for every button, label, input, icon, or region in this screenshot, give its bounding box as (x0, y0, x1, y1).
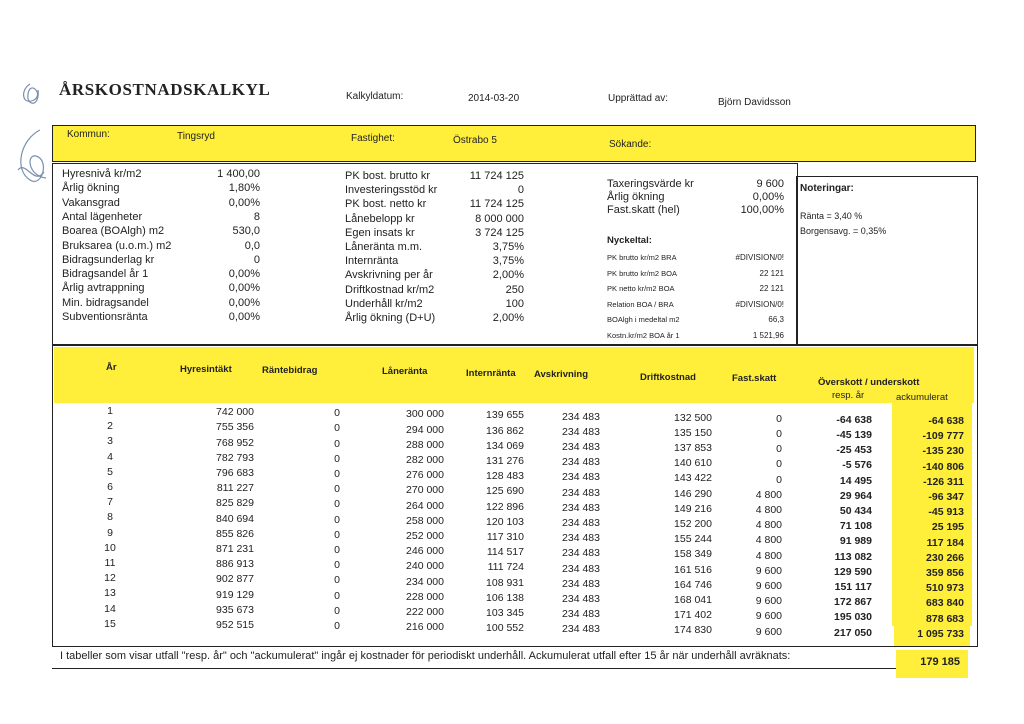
col-fastskatt: Fast.skatt (732, 373, 777, 384)
table-cell: 234 483 (562, 592, 600, 605)
table-cell: 91 989 (839, 535, 872, 548)
mid-param-label: Låneränta m.m. (345, 241, 423, 253)
upprattad-label: Upprättad av: (608, 93, 669, 104)
table-cell: 234 483 (562, 471, 600, 484)
table-cell: -45 139 (836, 429, 872, 441)
table-cell: 0 (334, 422, 340, 435)
param-value: 1,80% (228, 182, 260, 195)
table-cell: 0 (334, 407, 340, 420)
fastighet-value: Östrabo 5 (453, 135, 497, 146)
table-cell: 755 356 (216, 421, 254, 434)
table-cell: 3 (107, 435, 113, 448)
nyckeltal-label-item: PK netto kr/m2 BOA (607, 284, 675, 294)
table-cell: 114 517 (486, 546, 524, 559)
param-value: 0,00% (228, 296, 260, 309)
table-cell: 234 483 (562, 623, 600, 636)
table-cell: 151 117 (834, 581, 872, 593)
mid-param-label: Egen insats kr (345, 226, 415, 239)
table-cell: 172 867 (834, 596, 872, 609)
table-cell: 234 483 (562, 547, 600, 560)
table-cell: 15 (104, 617, 116, 630)
table-cell: 11 (104, 557, 116, 569)
table-cell: 132 500 (674, 411, 712, 424)
param-value: 0 (253, 253, 260, 266)
table-cell: 246 000 (406, 545, 444, 558)
table-cell: 0 (334, 544, 340, 556)
col-laneranta: Låneränta (382, 366, 428, 377)
col-hyresintakt: Hyresintäkt (180, 364, 232, 375)
table-cell: 0 (776, 443, 782, 456)
table-cell: 155 244 (674, 533, 712, 546)
col-internranta: Internränta (466, 368, 516, 379)
table-cell: 0 (776, 427, 782, 440)
table-cell: 294 000 (406, 423, 444, 436)
table-cell: 0 (776, 473, 782, 486)
nyckeltal-value: #DIVISION/0! (735, 253, 784, 262)
mid-param-label: Investeringsstöd kr (345, 184, 438, 197)
table-cell: -96 347 (928, 490, 964, 503)
table-cell: 113 082 (834, 550, 872, 563)
table-cell: 0 (334, 452, 340, 465)
nyckeltal-label-item: Kostn.kr/m2 BOA år 1 (607, 331, 680, 340)
table-cell: 9 600 (755, 610, 782, 623)
fastighet-label: Fastighet: (351, 133, 395, 144)
table-cell: 240 000 (406, 560, 444, 573)
nyckeltal-label-item: BOAlgh i medeltal m2 (607, 315, 680, 325)
table-cell: 234 483 (562, 516, 600, 529)
table-cell: 8 (107, 511, 113, 524)
tax-param-value: 100,00% (740, 204, 784, 216)
table-cell: 14 495 (839, 474, 872, 487)
table-cell: 136 862 (486, 424, 524, 437)
table-cell: 0 (776, 458, 782, 471)
table-cell: 0 (334, 437, 340, 450)
mid-param-label: PK bost. brutto kr (345, 170, 430, 182)
param-label: Hyresnivå kr/m2 (62, 168, 142, 180)
table-cell: 174 830 (674, 624, 712, 637)
table-cell: 117 310 (486, 531, 524, 543)
noteringar-box (796, 176, 978, 345)
table-cell: 135 150 (674, 426, 712, 439)
param-label: Min. bidragsandel (62, 296, 149, 309)
col-rantebidrag: Räntebidrag (262, 365, 318, 376)
table-cell: 103 345 (486, 607, 524, 619)
mid-param-value: 11 724 125 (469, 198, 524, 211)
mid-param-value: 8 000 000 (475, 212, 524, 225)
param-value: 0,00% (228, 268, 260, 281)
param-label: Subventionsränta (62, 311, 148, 323)
table-cell: 171 402 (674, 609, 712, 622)
table-cell: 288 000 (406, 438, 444, 451)
table-cell: 122 896 (486, 500, 524, 513)
param-label: Vakansgrad (62, 196, 120, 209)
kommun-value: Tingsryd (177, 131, 215, 142)
table-cell: 0 (334, 528, 340, 541)
param-label: Antal lägenheter (62, 210, 143, 223)
table-cell: 768 952 (216, 436, 254, 449)
mid-param-value: 3,75% (492, 255, 524, 268)
col-overskott: Överskott / underskott (818, 377, 920, 388)
kalkyldatum-value: 2014-03-20 (468, 93, 520, 104)
table-cell: 29 964 (839, 489, 872, 502)
table-cell: 234 483 (562, 410, 600, 423)
nyckeltal-value: 66,3 (768, 315, 784, 325)
table-cell: 158 349 (674, 548, 712, 561)
table-cell: 683 840 (926, 597, 964, 610)
table-cell: 4 800 (755, 549, 782, 562)
table-cell: 13 (104, 587, 116, 600)
table-cell: 234 483 (562, 608, 600, 621)
table-cell: 222 000 (406, 605, 444, 618)
table-cell: 108 931 (486, 576, 524, 589)
table-cell: 0 (334, 498, 340, 511)
param-value: 0,00% (228, 311, 260, 323)
mid-param-value: 11 724 125 (469, 170, 524, 182)
table-cell: 111 724 (487, 561, 524, 574)
table-cell: 0 (334, 483, 340, 496)
nyckeltal-value: 22 121 (759, 284, 784, 294)
mid-param-value: 3 724 125 (475, 226, 524, 239)
table-cell: 0 (334, 574, 340, 587)
table-cell: 9 600 (755, 564, 782, 577)
mid-param-value: 2,00% (492, 312, 524, 324)
mid-param-value: 2,00% (492, 269, 524, 282)
table-cell: 164 746 (674, 578, 712, 591)
tax-param-value: 0,00% (752, 191, 784, 203)
table-cell: 234 483 (562, 456, 600, 469)
table-cell: 782 793 (216, 451, 254, 464)
table-cell: 902 877 (216, 573, 254, 586)
table-cell: 228 000 (406, 590, 444, 603)
table-cell: 230 266 (926, 551, 964, 564)
table-cell: 234 483 (562, 577, 600, 590)
table-cell: 128 483 (486, 470, 524, 483)
table-cell: 137 853 (674, 442, 712, 454)
table-cell: 234 483 (562, 425, 600, 438)
table-cell: 811 227 (216, 482, 254, 495)
table-cell: 9 (107, 526, 113, 539)
tax-param-label: Årlig ökning (607, 191, 665, 203)
table-cell: -5 576 (842, 459, 872, 472)
table-cell: 840 694 (216, 512, 254, 525)
mid-param-label: Avskrivning per år (345, 269, 433, 282)
param-value: 1 400,00 (217, 168, 260, 180)
kalkyldatum-label: Kalkyldatum: (346, 91, 404, 102)
table-cell: 10 (104, 541, 116, 554)
table-cell: 100 552 (486, 622, 524, 635)
noteringar-label: Noteringar: (800, 183, 854, 194)
table-cell: 129 590 (834, 565, 872, 578)
param-label: Bruksarea (u.o.m.) m2 (62, 239, 172, 252)
param-label: Bidragsandel år 1 (62, 268, 149, 281)
table-cell: -140 806 (922, 460, 964, 473)
mid-param-value: 250 (505, 283, 524, 296)
mid-param-label: Underhåll kr/m2 (345, 297, 423, 310)
footer-value: 179 185 (920, 656, 960, 668)
table-cell: 71 108 (839, 520, 872, 533)
param-value: 0,00% (228, 196, 260, 209)
table-cell: 886 913 (216, 558, 254, 571)
table-cell: -45 913 (928, 506, 964, 519)
table-cell: 264 000 (406, 499, 444, 512)
table-cell: 152 200 (674, 518, 712, 530)
table-cell: 140 610 (674, 457, 712, 470)
table-cell: 4 800 (755, 519, 782, 532)
table-cell: 952 515 (216, 618, 254, 631)
table-cell: 50 434 (839, 505, 872, 517)
table-cell: 25 195 (931, 521, 964, 534)
table-cell: 871 231 (216, 542, 254, 555)
param-label: Boarea (BOAlgh) m2 (62, 225, 165, 238)
table-cell: -135 230 (922, 445, 964, 458)
table-cell: 234 483 (562, 440, 600, 453)
param-value: 8 (253, 210, 260, 223)
table-cell: 282 000 (406, 453, 444, 466)
tax-param-label: Taxeringsvärde kr (607, 178, 694, 190)
table-cell: 149 216 (674, 502, 712, 515)
table-cell: 825 829 (216, 497, 254, 510)
kommun-bar (52, 125, 976, 162)
page-title: ÅRSKOSTNADSKALKYL (59, 80, 271, 99)
table-cell: 139 655 (486, 409, 524, 422)
table-cell: 117 184 (926, 536, 964, 549)
noteringar-line-1: Ränta = 3,40 % (800, 211, 863, 221)
table-cell: 796 683 (216, 466, 254, 479)
param-label: Bidragsunderlag kr (62, 253, 155, 266)
nyckeltal-value: 1 521,96 (752, 331, 784, 340)
table-cell: 252 000 (406, 529, 444, 542)
table-cell: 742 000 (216, 406, 254, 419)
col-resp-ar: resp. år (832, 390, 865, 401)
param-label: Årlig avtrappning (62, 282, 145, 295)
mid-param-value: 100 (505, 297, 524, 310)
footer-note: I tabeller som visar utfall "resp. år" och "ackumulerat" ingår ej kostnader för periodiskt underhåll. Ackumulerat utfall efter 15 år när underhåll avräknats: (60, 650, 791, 662)
table-cell: 855 826 (216, 527, 254, 540)
table-cell: 2 (107, 420, 113, 433)
table-cell: 9 600 (755, 625, 782, 638)
noteringar-line-2: Borgensavg. = 0,35% (800, 226, 887, 236)
table-cell: 4 800 (755, 503, 782, 516)
param-value: 0,00% (228, 282, 260, 295)
tax-param-value: 9 600 (756, 178, 784, 190)
table-cell: 0 (334, 589, 340, 602)
table-cell: 7 (107, 496, 113, 509)
mid-param-label: Årlig ökning (D+U) (345, 312, 436, 324)
mid-param-label: Driftkostnad kr/m2 (345, 283, 435, 296)
table-cell: 359 856 (926, 566, 964, 579)
kommun-label: Kommun: (67, 129, 110, 140)
table-cell: 0 (334, 604, 340, 617)
table-cell: 168 041 (674, 594, 712, 606)
table-cell: 0 (776, 412, 782, 425)
table-cell: 234 483 (562, 501, 600, 514)
table-cell: 143 422 (674, 472, 712, 485)
table-cell: 258 000 (406, 514, 444, 527)
tax-param-label: Fast.skatt (hel) (607, 204, 680, 216)
table-cell: 270 000 (406, 484, 444, 497)
table-cell: 4 (107, 450, 113, 463)
nyckeltal-label: Nyckeltal: (607, 235, 652, 246)
table-cell: 234 000 (406, 575, 444, 588)
table-cell: 134 069 (486, 439, 524, 452)
mid-param-value: 3,75% (492, 241, 524, 253)
mid-param-label: PK bost. netto kr (345, 198, 427, 211)
param-value: 530,0 (232, 225, 260, 238)
nyckeltal-value: #DIVISION/0! (735, 299, 784, 309)
table-cell: -109 777 (922, 430, 964, 443)
table-cell: -126 311 (923, 475, 964, 488)
upprattad-value: Björn Davidsson (718, 97, 791, 108)
table-cell: 12 (104, 572, 116, 585)
table-cell: 125 690 (486, 485, 524, 498)
table-cell: 0 (334, 559, 340, 572)
table-cell: 195 030 (834, 611, 872, 624)
table-cell: 510 973 (926, 582, 964, 595)
table-cell: 106 138 (486, 591, 524, 604)
footer-divider (52, 668, 898, 669)
mid-param-value: 0 (517, 184, 524, 197)
table-cell: -64 638 (836, 413, 872, 426)
table-cell: 234 483 (562, 486, 600, 499)
table-cell: 1 (107, 405, 113, 417)
table-cell: 6 (107, 481, 113, 493)
table-cell: 919 129 (216, 588, 254, 601)
table-cell: 0 (334, 513, 340, 526)
nyckeltal-label-item: Relation BOA / BRA (607, 299, 674, 309)
table-cell: 4 800 (755, 534, 782, 547)
table-cell: 216 000 (406, 621, 444, 634)
table-cell: -64 638 (928, 414, 964, 427)
table-cell: 120 103 (486, 515, 524, 528)
table-cell: -25 453 (836, 444, 872, 457)
nyckeltal-label-item: PK brutto kr/m2 BRA (607, 253, 677, 262)
table-cell: 234 483 (562, 562, 600, 575)
table-cell: 0 (334, 468, 340, 480)
col-avskrivning: Avskrivning (534, 369, 589, 380)
table-cell: 878 683 (926, 612, 964, 625)
nyckeltal-value: 22 121 (759, 268, 784, 278)
nyckeltal-label-item: PK brutto kr/m2 BOA (607, 268, 678, 278)
table-cell: 131 276 (486, 455, 524, 467)
table-cell: 1 095 733 (917, 627, 964, 640)
signature-mark (0, 60, 60, 200)
table-cell: 300 000 (406, 408, 444, 421)
table-cell: 935 673 (216, 603, 254, 616)
param-label: Årlig ökning (62, 182, 120, 195)
col-driftkostnad: Driftkostnad (640, 372, 696, 383)
table-cell: 14 (104, 602, 116, 615)
col-ar: År (106, 362, 117, 373)
table-cell: 276 000 (406, 469, 444, 482)
param-value: 0,0 (244, 239, 260, 252)
table-cell: 161 516 (674, 563, 712, 576)
table-cell: 0 (334, 620, 340, 632)
table-cell: 217 050 (834, 626, 872, 639)
mid-param-label: Lånebelopp kr (345, 212, 415, 225)
col-ackumulerat: ackumulerat (896, 392, 948, 403)
table-cell: 5 (107, 465, 113, 478)
table-cell: 9 600 (755, 595, 782, 608)
mid-param-label: Internränta (345, 255, 399, 268)
table-cell: 4 800 (755, 488, 782, 501)
table-cell: 146 290 (674, 487, 712, 500)
table-cell: 9 600 (755, 579, 782, 592)
sokande-label: Sökande: (609, 139, 652, 150)
table-cell: 234 483 (562, 532, 600, 545)
